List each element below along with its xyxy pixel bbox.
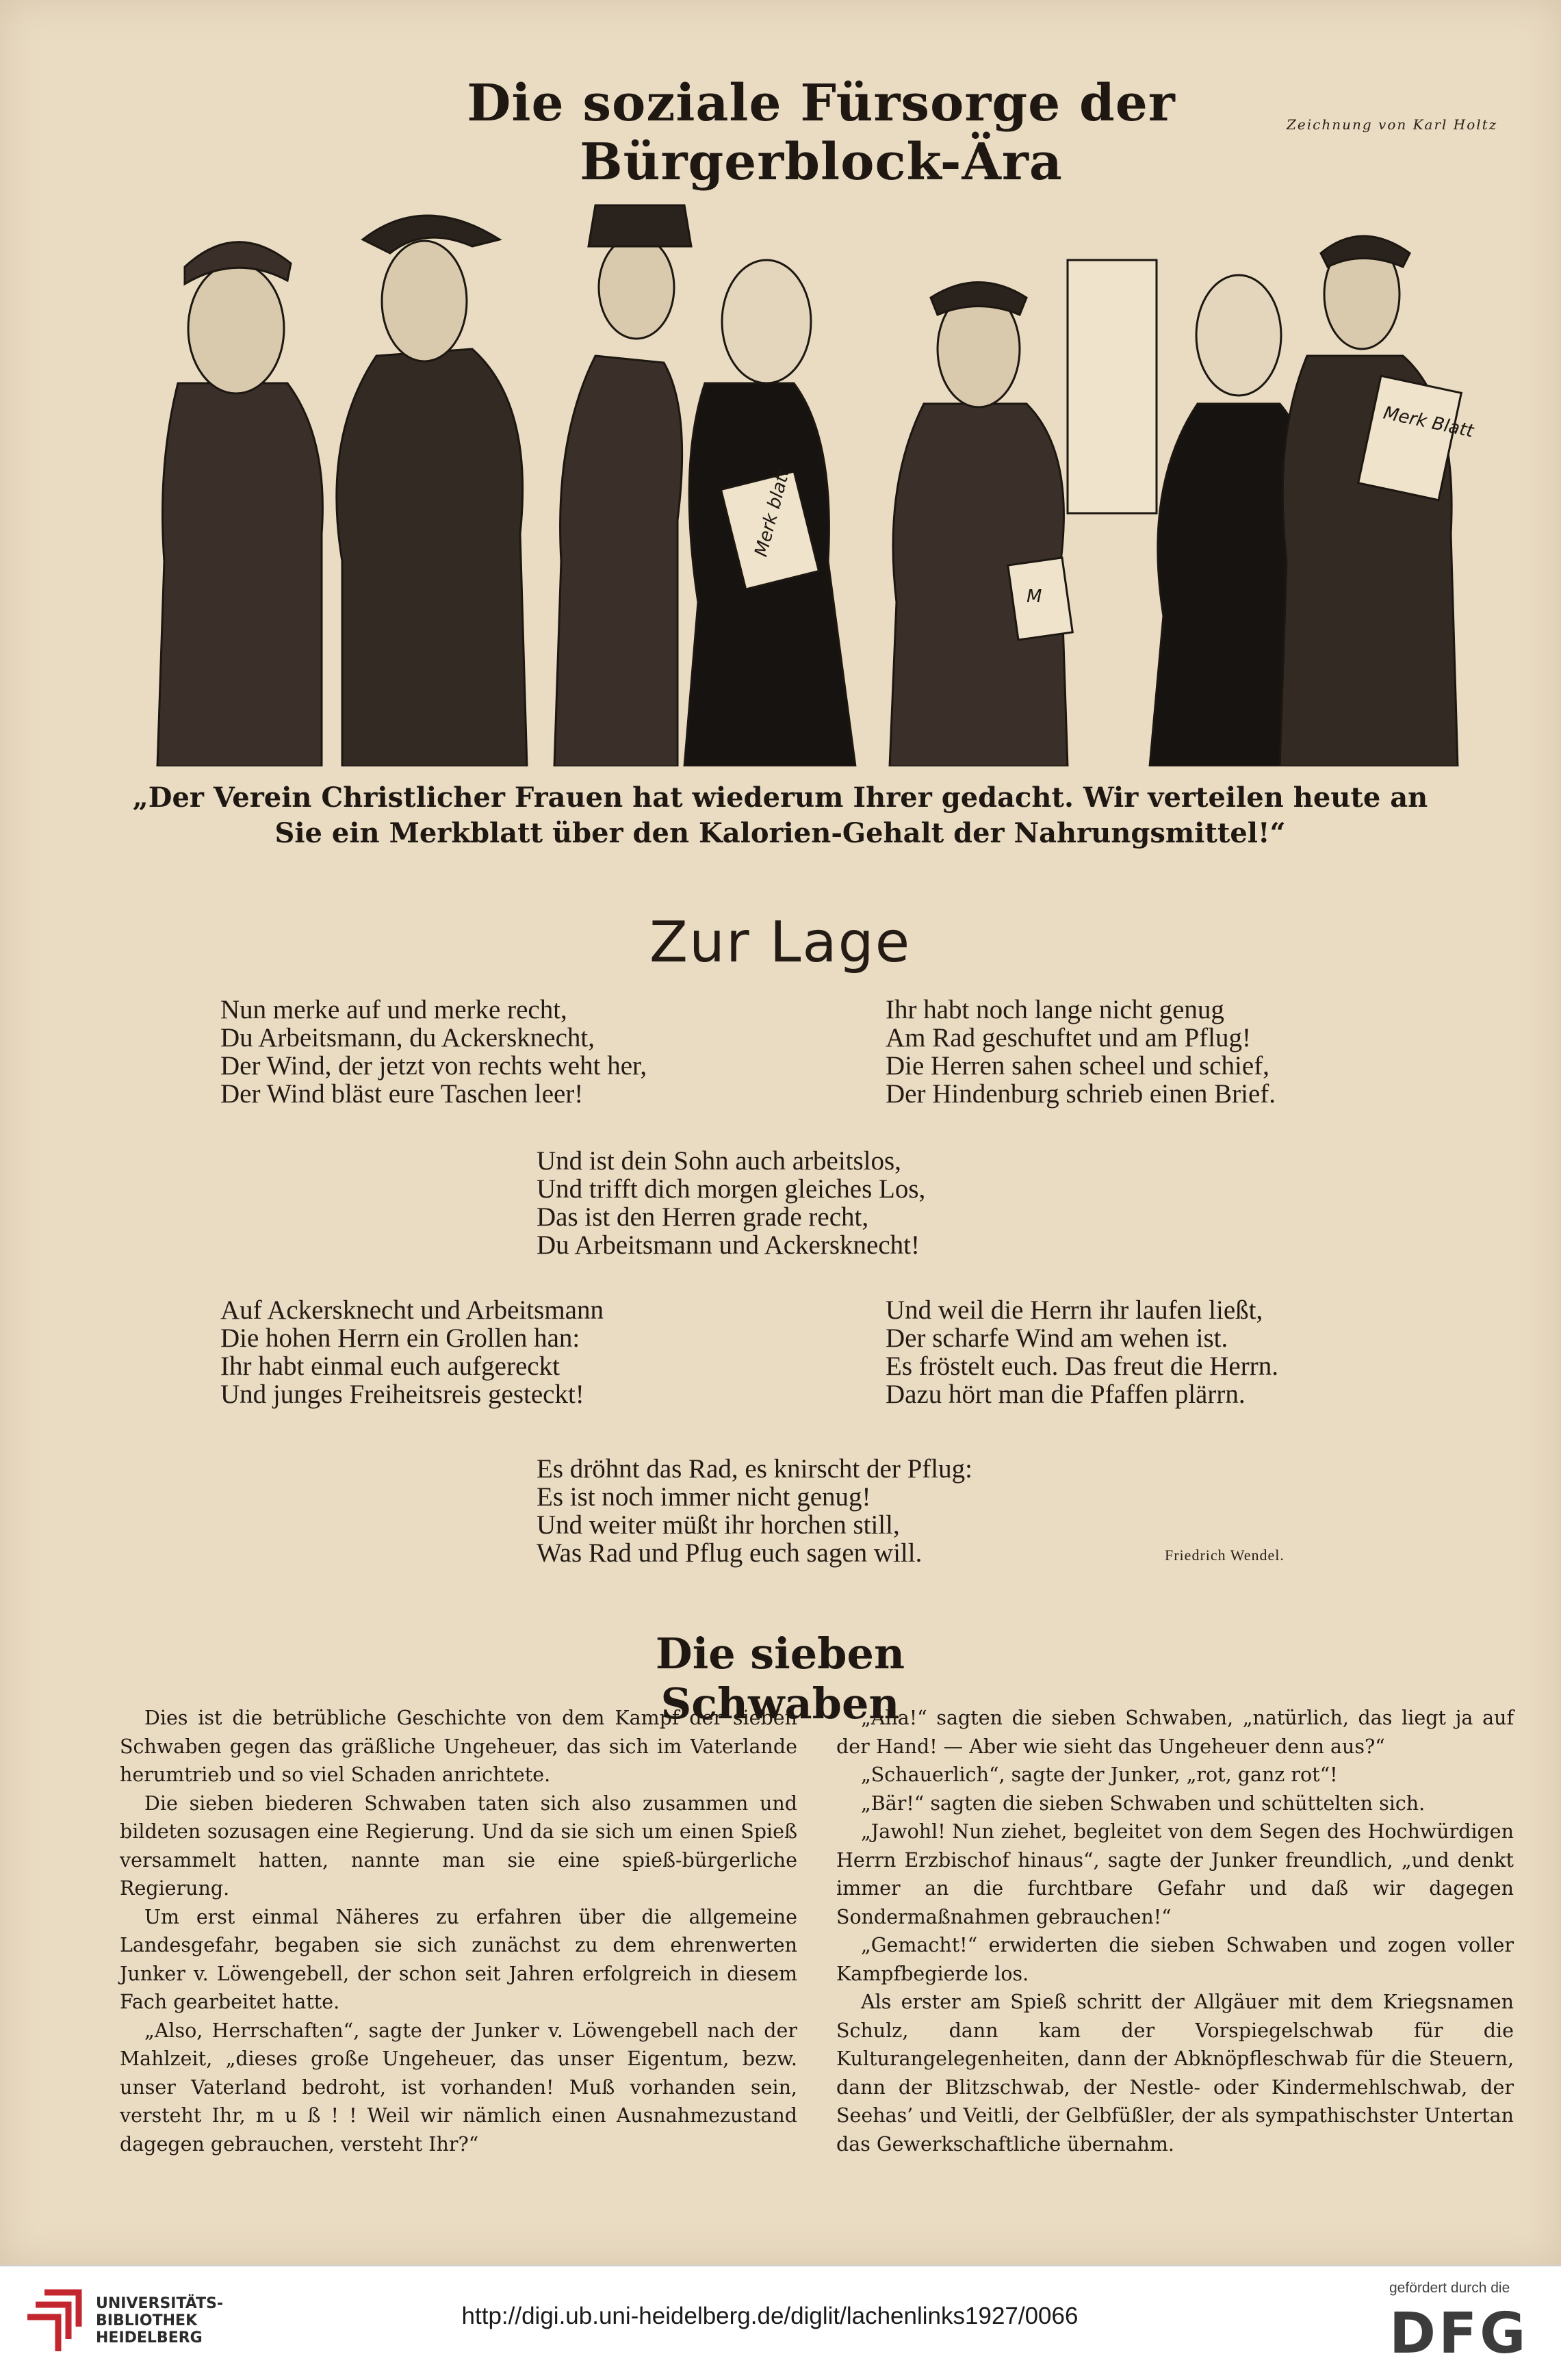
poem-line: Auf Ackersknecht und Arbeitsmann (220, 1295, 604, 1325)
poem-stanza (886, 996, 1276, 1108)
cartoon-illustration (116, 178, 1512, 766)
poem-line: Nun merke auf und merke recht, (220, 995, 567, 1024)
dfg-logo-icon[interactable] (1389, 2307, 1536, 2359)
poem-line: Ihr habt einmal euch aufgereckt (220, 1351, 560, 1381)
story-column-right (836, 1704, 1514, 2158)
dfg-logo-text: DFG (1389, 2307, 1529, 2359)
leaflet-label: M (1027, 586, 1042, 607)
poem-line: Du Arbeitsmann und Ackersknecht! (537, 1230, 920, 1260)
story-paragraph: „Also, Herrschaften“, sagte der Junker v. Löwengebell nach der Mahlzeit, „dieses große Ungeheuer, das unser Eigentum, bezw. unser Vaterland bedroht, ist vorhanden! Muß vorhanden sein, versteht Ihr, m u ß ! ! Weil wir nämlich einen Ausnahmezustand dagegen gebrauchen, versteht Ihr?“ (120, 2019, 797, 2156)
poem-stanza (220, 996, 647, 1108)
poem-stanza (537, 1147, 925, 1259)
poem-line: Und ist dein Sohn auch arbeitslos, (537, 1146, 901, 1176)
university-library-logo-icon[interactable] (27, 2286, 92, 2357)
viewer-footer (0, 2265, 1561, 2380)
poem-line: Ihr habt noch lange nicht genug (886, 995, 1224, 1024)
poem-line: Der Wind, der jetzt von rechts weht her, (220, 1051, 647, 1081)
story-title: Die sieben Schwaben (655, 1629, 905, 1729)
page-title: Die soziale Fürsorge der Bürgerblock-Ära (467, 74, 1176, 192)
poem-line: Der scharfe Wind am wehen ist. (886, 1323, 1228, 1353)
library-name[interactable] (96, 2295, 223, 2346)
cartoon-drawing (116, 178, 1512, 766)
poem-line: Es dröhnt das Rad, es knirscht der Pflug: (537, 1454, 972, 1484)
library-name-line: UNIVERSITÄTS- (96, 2295, 224, 2312)
poem-line: Und junges Freiheitsreis gesteckt! (220, 1380, 584, 1409)
sponsor-label: gefördert durch die (1389, 2280, 1510, 2296)
story-paragraph: Die sieben biederen Schwaben taten sich also zusammen und bildeten sozusagen eine Regierung. Und da sie sich um einen Spieß versammelt hatten, nannte man sie eine spieß-bürgerliche Regierung. (120, 1792, 797, 1900)
footer-divider (0, 2265, 1561, 2266)
story-paragraph: „Schauerlich“, sagte der Junker, „rot, ganz rot“! (861, 1763, 1338, 1786)
leaflet-label: Merk blatt (751, 465, 795, 559)
poem-line: Der Wind bläst eure Taschen leer! (220, 1079, 584, 1109)
cartoon-caption: „Der Verein Christlicher Frauen hat wiederum Ihrer gedacht. Wir verteilen heute an Sie ein Merkblatt über den Kalorien-Gehalt der Nahrungsmittel!“ (132, 781, 1428, 849)
poem-line: Der Hindenburg schrieb einen Brief. (886, 1079, 1276, 1109)
library-name-line: BIBLIOTHEK (96, 2312, 198, 2329)
poem-line: Was Rad und Pflug euch sagen will. (537, 1538, 923, 1568)
poem-stanza (220, 1296, 604, 1408)
poem-author: Friedrich Wendel. (1165, 1547, 1285, 1564)
poem-line: Es fröstelt euch. Das freut die Herrn. (886, 1351, 1278, 1381)
story-paragraph: „Aha!“ sagten die sieben Schwaben, „natürlich, das liegt ja auf der Hand! — Aber wie sieht das Ungeheuer denn aus?“ (836, 1707, 1514, 1758)
poem-stanza (886, 1296, 1278, 1408)
story-paragraph: „Jawohl! Nun ziehet, begleitet von dem Segen des Hochwürdigen Herrn Erzbischof hinaus“, sagte der Junker freundlich, „und denkt immer an die furchtbare Gefahr und daß wir dagegen Sondermaßnahmen gebrauchen!“ (836, 1820, 1514, 1928)
poem-line: Die Herren sahen scheel und schief, (886, 1051, 1269, 1081)
poem-stanza (537, 1455, 972, 1567)
poem-line: Dazu hört man die Pfaffen plärrn. (886, 1380, 1246, 1409)
story-paragraph: Als erster am Spieß schritt der Allgäuer mit dem Kriegsnamen Schulz, dann kam der Vorspiegelschwab für die Kulturangelegenheiten, dann der Abknöpfleschwab für die Steuern, dann der Blitzschwab, der Nestle- oder Kindermehlschwab, der Seehas’ und Veitli, der Gelbfüßler, der als sympathischster Untertan das Gewerkschaftliche übernahm. (836, 1991, 1514, 2156)
poem-line: Das ist den Herren grade recht, (537, 1202, 869, 1232)
story-column-left (120, 1704, 797, 2158)
leaflet-label: Merk Blatt (1381, 402, 1475, 442)
poem-line: Und weil die Herrn ihr laufen ließt, (886, 1295, 1263, 1325)
story-paragraph: Um erst einmal Näheres zu erfahren über die allgemeine Landesgefahr, begaben sie sich zunächst zu dem ehrenwerten Junker v. Löwengebell, der schon seit Jahren erfolgreich in diesem Fach gearbeitet hatte. (120, 1905, 797, 2013)
poem-title: Zur Lage (649, 910, 912, 975)
story-paragraph: „Bär!“ sagten die sieben Schwaben und schüttelten sich. (861, 1792, 1425, 1815)
story-paragraph: Dies ist die betrübliche Geschichte von dem Kampf der sieben Schwaben gegen das gräßliche Ungeheuer, das sich im Vaterlande herumtrieb und so viel Schaden anrichtete. (120, 1707, 797, 1786)
permalink-url[interactable]: http://digi.ub.uni-heidelberg.de/diglit/lachenlinks1927/0066 (461, 2303, 1079, 2329)
poem-line: Am Rad geschuftet und am Pflug! (886, 1023, 1251, 1052)
story-paragraph: „Gemacht!“ erwiderten die sieben Schwaben und zogen voller Kampfbegierde los. (836, 1934, 1514, 1985)
drawing-credit: Zeichnung von Karl Holtz (1287, 116, 1498, 133)
library-name-line: HEIDELBERG (96, 2329, 203, 2346)
poem-line: Die hohen Herrn ein Grollen han: (220, 1323, 580, 1353)
poem-line: Und trifft dich morgen gleiches Los, (537, 1174, 926, 1204)
poem-line: Du Arbeitsmann, du Ackersknecht, (220, 1023, 595, 1052)
poem-line: Und weiter müßt ihr horchen still, (537, 1510, 900, 1540)
poem-line: Es ist noch immer nicht genug! (537, 1482, 871, 1512)
